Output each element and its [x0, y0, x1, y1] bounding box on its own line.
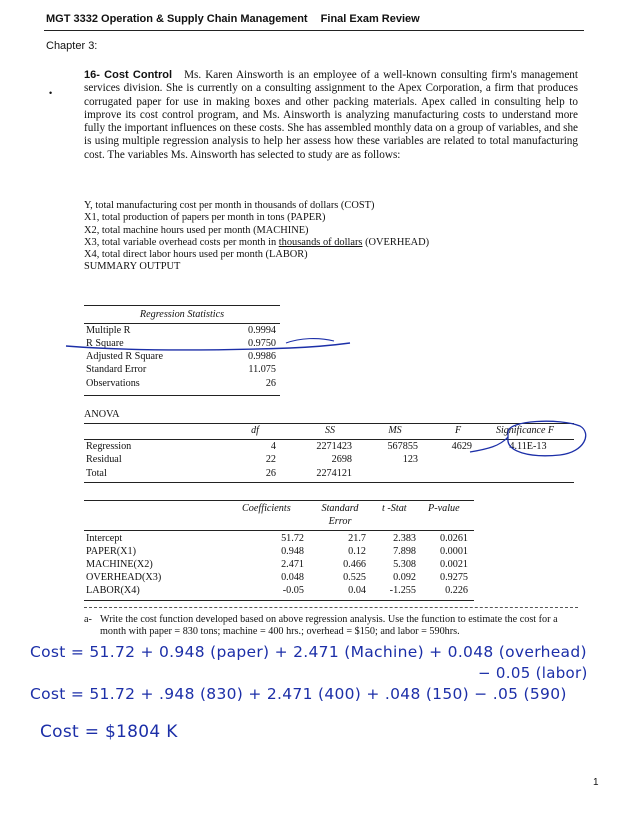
variables-list [84, 200, 554, 274]
anova-row-label: Total [86, 468, 107, 479]
problem-title: 16- Cost Control [84, 69, 173, 81]
anova-header-cell: F [454, 425, 462, 436]
rs-bottom-rule [84, 395, 280, 396]
rs-label: Multiple R [86, 325, 131, 336]
anova-df: 22 [265, 454, 276, 465]
coef-label: LABOR(X4) [86, 585, 140, 596]
coef-p: 0.9275 [439, 572, 468, 583]
var-x3-before: X3, total variable overhead costs per month in [84, 236, 279, 248]
coef-top-rule [84, 500, 474, 501]
rs-value: 0.9986 [247, 351, 276, 362]
handwritten-line-2: − 0.05 (labor) [478, 664, 588, 682]
var-x1: X1, total production of papers per month in tons (PAPER) [84, 212, 326, 224]
coef-se: 0.04 [348, 585, 366, 596]
var-x3-after: (OVERHEAD) [362, 236, 430, 248]
bullet-mark: • [49, 88, 53, 98]
coef-t: 2.383 [393, 533, 416, 544]
coef-header-t: t -Stat [382, 503, 407, 514]
anova-header-cell: Significance F [495, 425, 555, 436]
handwritten-line-3: Cost = 51.72 + .948 (830) + 2.471 (400) + .048 (150) − .05 (590) [30, 685, 567, 703]
var-x2: X2, total machine hours used per month (MACHINE) [84, 224, 309, 236]
anova-bottom-rule [84, 482, 574, 483]
anova-ms: 123 [402, 454, 418, 465]
r-square-curve-stroke [286, 339, 334, 343]
rs-label: Observations [86, 378, 140, 389]
anova-df: 4 [270, 441, 276, 452]
var-y: Y, total manufacturing cost per month in thousands of dollars (COST) [84, 200, 375, 211]
doc-title: Final Exam Review [320, 13, 420, 25]
coef-t: 0.092 [393, 572, 416, 583]
coef-header-se-line2: Error [328, 515, 352, 527]
coef-p: 0.226 [445, 585, 468, 596]
coef-se: 0.525 [343, 572, 366, 583]
coef-label: OVERHEAD(X3) [86, 572, 162, 583]
coef-se: 21.7 [348, 533, 366, 544]
rs-value: 11.075 [248, 364, 276, 375]
coef-label: PAPER(X1) [86, 546, 137, 557]
coef-p: 0.0261 [439, 533, 468, 544]
question-a-text: Write the cost function developed based on above regression analysis. Use the function to estimate the cost for a month with paper = 830 tons; machine = 400 hrs.; overhead = $150; and labor = 590hrs. [100, 614, 558, 638]
coef-header-coef: Coefficients [242, 503, 291, 514]
anova-header-cell: df [251, 425, 259, 436]
anova-ss: 2274121 [316, 468, 352, 479]
anova-df: 26 [265, 468, 276, 479]
var-x3-underlined: thousands of dollars [278, 236, 363, 248]
handwritten-line-1: Cost = 51.72 + 0.948 (paper) + 2.471 (Machine) + 0.048 (overhead) [30, 643, 587, 661]
coef-se: 0.466 [343, 559, 366, 570]
coef-t: -1.255 [389, 585, 416, 596]
page-number: 1 [593, 777, 599, 788]
coef-label: Intercept [86, 533, 123, 544]
anova-row-label: Regression [86, 441, 132, 452]
coef-header-se-line1: Standard [321, 503, 359, 514]
var-x4: X4, total direct labor hours used per month (LABOR) [84, 249, 308, 261]
coef-value: 2.471 [281, 559, 304, 570]
coef-value: 0.048 [281, 572, 304, 583]
rs-top-rule [84, 305, 280, 306]
anova-sig: 4.11E-13 [509, 441, 547, 452]
anova-ms: 567855 [387, 441, 418, 452]
chapter-label: Chapter 3: [46, 40, 98, 52]
question-separator [84, 607, 578, 608]
rs-header-rule [84, 323, 280, 324]
anova-header-cell: MS [388, 425, 402, 436]
anova-top-rule [84, 423, 574, 424]
coef-p: 0.0001 [439, 546, 468, 557]
anova-header-cell: SS [325, 425, 335, 436]
document-header [46, 13, 420, 25]
rs-value: 0.9994 [247, 325, 276, 336]
summary-output-label: SUMMARY OUTPUT [84, 261, 181, 273]
anova-title: ANOVA [84, 409, 120, 420]
rs-value: 26 [265, 378, 276, 389]
header-rule [44, 30, 584, 31]
coef-header-p: P-value [428, 503, 460, 514]
course-title: MGT 3332 Operation & Supply Chain Management [46, 13, 308, 25]
anova-header-rule [84, 439, 574, 440]
rs-label: R Square [86, 338, 124, 349]
var-x3 [84, 237, 554, 249]
coef-value: -0.05 [282, 585, 304, 596]
rs-label: Adjusted R Square [86, 351, 163, 362]
coef-label: MACHINE(X2) [86, 559, 153, 570]
coef-se: 0.12 [348, 546, 366, 557]
coef-header-rule [84, 530, 474, 531]
anova-ss: 2698 [331, 454, 352, 465]
coef-t: 5.308 [393, 559, 416, 570]
coef-p: 0.0021 [439, 559, 468, 570]
problem-body: Ms. Karen Ainsworth is an employee of a well-known consulting firm's management services division. She is currently on a consulting assignment to the Apex Corporation, a firm that produces corrugated paper for use in making boxes and other packing materials. Apex called in consulting help to improve its cost control program, and Ms. Ainsworth is analyzing manufacturing costs to understand more fully the important influences on these costs. She has assembled monthly data on a group of variables, and she is using multiple regression analysis to help her assess how these variables are related to total manufacturing cost. The variables Ms. Ainsworth has selected to study are as follows: [84, 69, 579, 161]
coef-value: 0.948 [281, 546, 304, 557]
problem-intro [84, 69, 578, 162]
rs-value: 0.9750 [247, 338, 276, 349]
rs-title: Regression Statistics [139, 309, 225, 320]
coef-value: 51.72 [281, 533, 304, 544]
coef-bottom-rule [84, 600, 474, 601]
handwritten-line-4: Cost = $1804 K [40, 722, 178, 742]
anova-f: 4629 [451, 441, 472, 452]
anova-ss: 2271423 [316, 441, 352, 452]
anova-row-label: Residual [86, 454, 122, 465]
coef-header-se [312, 503, 368, 528]
rs-label: Standard Error [86, 364, 147, 375]
question-a-label: a- [84, 614, 92, 625]
coef-t: 7.898 [393, 546, 416, 557]
